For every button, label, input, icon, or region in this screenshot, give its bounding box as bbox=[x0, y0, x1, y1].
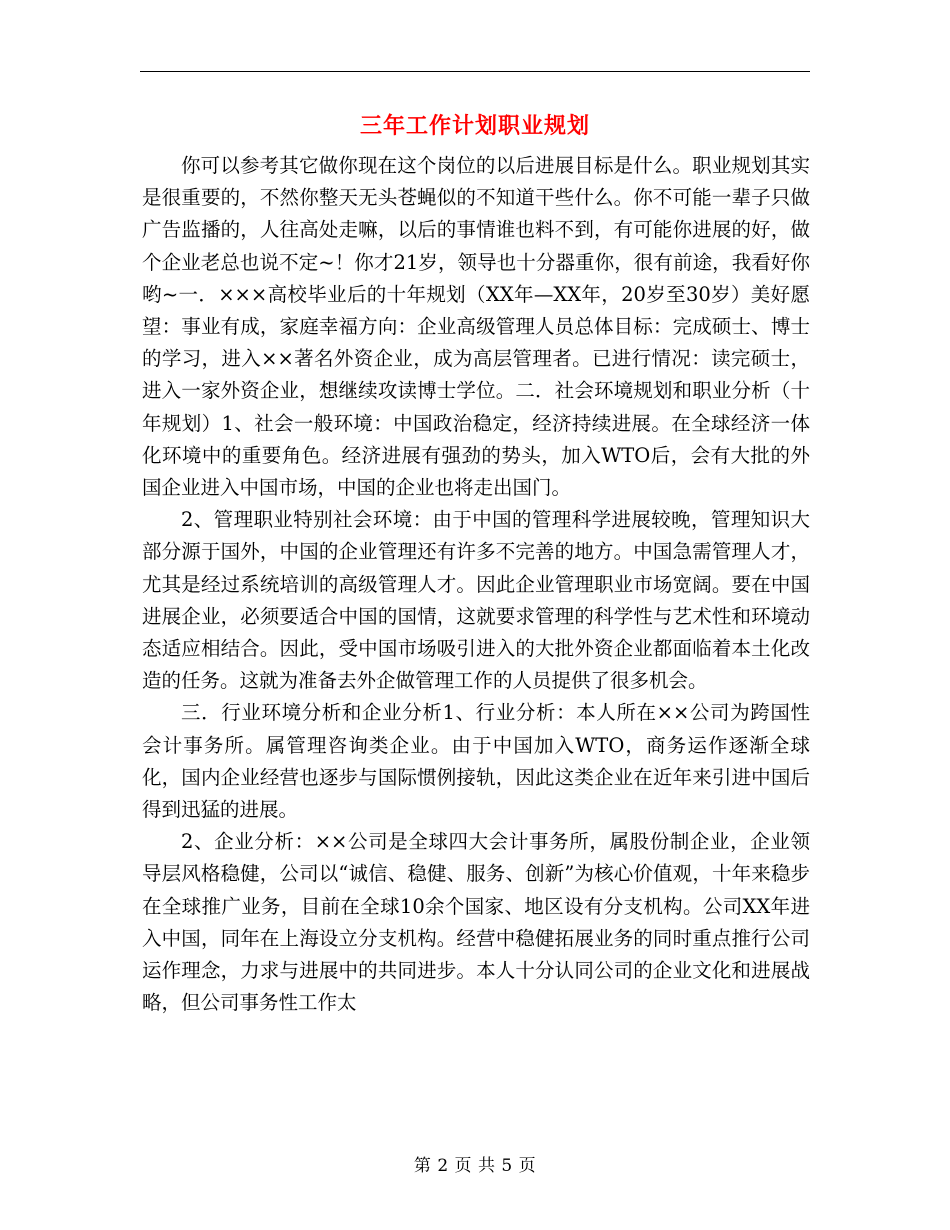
header-rule bbox=[140, 71, 810, 72]
paragraph-4: 2、企业分析：××公司是全球四大会计事务所，属股份制企业，企业领导层风格稳健，公司以“诚信、稳健、服务、创新”为核心价值观，十年来稳步在全球推广业务，目前在全球10余个国家、地区设有分支机构。公司XX年进入中国，同年在上海设立分支机构。经营中稳健拓展业务的同时重点推行公司运作理念，力求与进展中的共同进步。本人十分认同公司的企业文化和进展战略，但公司事务性工作太 bbox=[142, 830, 810, 1015]
paragraph-2: 2、管理职业特别社会环境：由于中国的管理科学进展较晚，管理知识大部分源于国外，中国的企业管理还有许多不完善的地方。中国急需管理人才，尤其是经过系统培训的高级管理人才。因此企业管理职业市场宽阔。要在中国进展企业，必须要适合中国的国情，这就要求管理的科学性与艺术性和环境动态适应相结合。因此，受中国市场吸引进入的大批外资企业都面临着本土化改造的任务。这就为准备去外企做管理工作的人员提供了很多机会。 bbox=[142, 508, 810, 693]
paragraph-3: 三．行业环境分析和企业分析1、行业分析：本人所在××公司为跨国性会计事务所。属管理咨询类企业。由于中国加入WTO，商务运作逐渐全球化，国内企业经营也逐步与国际惯例接轨，因此这类企业在近年来引进中国后得到迅猛的进展。 bbox=[142, 701, 810, 822]
document-body bbox=[142, 150, 810, 1019]
paragraph-1: 你可以参考其它做你现在这个岗位的以后进展目标是什么。职业规划其实是很重要的，不然你整天无头苍蝇似的不知道干些什么。你不可能一辈子只做广告监播的，人往高处走嘛，以后的事情谁也料不到，有可能你进展的好，做个企业老总也说不定~！你才21岁，领导也十分器重你，很有前途，我看好你哟~一．×××高校毕业后的十年规划（XX年—XX年，20岁至30岁）美好愿望：事业有成，家庭幸福方向：企业高级管理人员总体目标：完成硕士、博士的学习，进入××著名外资企业，成为高层管理者。已进行情况：读完硕士，进入一家外资企业，想继续攻读博士学位。二．社会环境规划和职业分析（十年规划）1、社会一般环境：中国政治稳定，经济持续进展。在全球经济一体化环境中的重要角色。经济进展有强劲的势头，加入WTO后，会有大批的外国企业进入中国市场，中国的企业也将走出国门。 bbox=[142, 154, 810, 500]
document-title: 三年工作计划职业规划 bbox=[359, 113, 590, 139]
page-number-footer: 第 2 页 共 5 页 bbox=[413, 1156, 537, 1176]
